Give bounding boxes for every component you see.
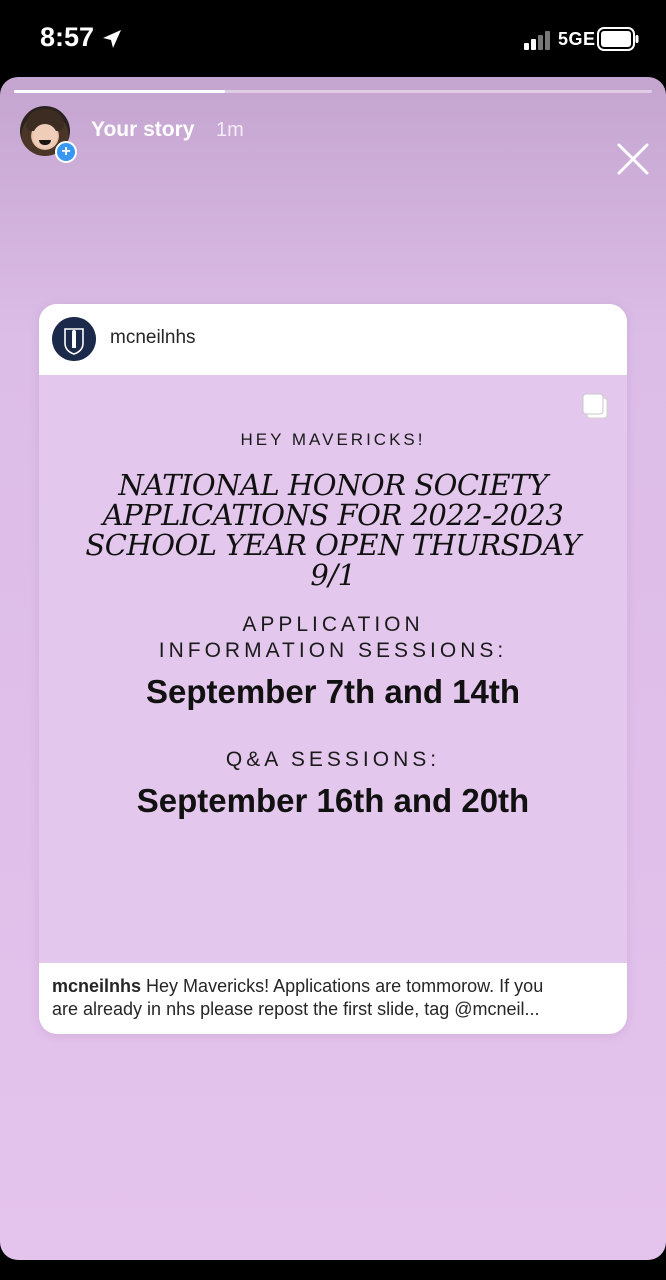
status-bar [0, 0, 666, 80]
story-progress-fill [14, 90, 225, 93]
post-header [39, 304, 627, 375]
info-sessions-label [109, 612, 557, 664]
headline-line: 9/1 [310, 558, 356, 592]
info-sessions-dates: September 7th and 14th [145, 673, 521, 710]
post-image[interactable] [39, 375, 627, 963]
post-headline [63, 470, 603, 590]
headline-line: APPLICATIONS FOR 2022-2023 [102, 498, 564, 532]
post-greeting: HEY MAVERICKS! [240, 430, 426, 449]
multiple-posts-icon [581, 392, 609, 420]
caption-text-2: are already in nhs please repost the first slide, tag @mcneil... [52, 999, 540, 1019]
story-age: 1m [216, 119, 244, 141]
add-story-icon[interactable]: + [55, 141, 77, 163]
signal-bars-icon [524, 30, 554, 50]
info-label-line: APPLICATION [242, 613, 424, 636]
caption-username[interactable]: mcneilnhs [52, 976, 142, 996]
qa-sessions-dates: September 16th and 20th [136, 782, 530, 819]
post-caption[interactable] [52, 975, 614, 1021]
close-icon[interactable] [616, 142, 650, 176]
caption-line [52, 975, 614, 998]
nhs-logo-icon[interactable] [52, 317, 96, 361]
location-arrow-icon [101, 28, 123, 50]
story-viewer[interactable] [0, 77, 666, 1260]
story-header [0, 104, 666, 164]
story-owner[interactable]: Your story [91, 118, 195, 141]
battery-icon [597, 27, 639, 51]
story-progress-bar [14, 90, 652, 93]
post-username[interactable]: mcneilnhs [110, 327, 196, 348]
headline-line: SCHOOL YEAR OPEN THURSDAY [85, 528, 581, 562]
status-time: 8:57 [40, 22, 95, 52]
network-label: 5GE [558, 29, 596, 49]
info-label-line: INFORMATION SESSIONS: [158, 639, 508, 662]
caption-text-1: Hey Mavericks! Applications are tommorow. If you [146, 976, 544, 996]
shared-post-card[interactable] [39, 304, 627, 1034]
qa-sessions-label: Q&A SESSIONS: [225, 748, 441, 771]
headline-line: NATIONAL HONOR SOCIETY [118, 468, 548, 502]
